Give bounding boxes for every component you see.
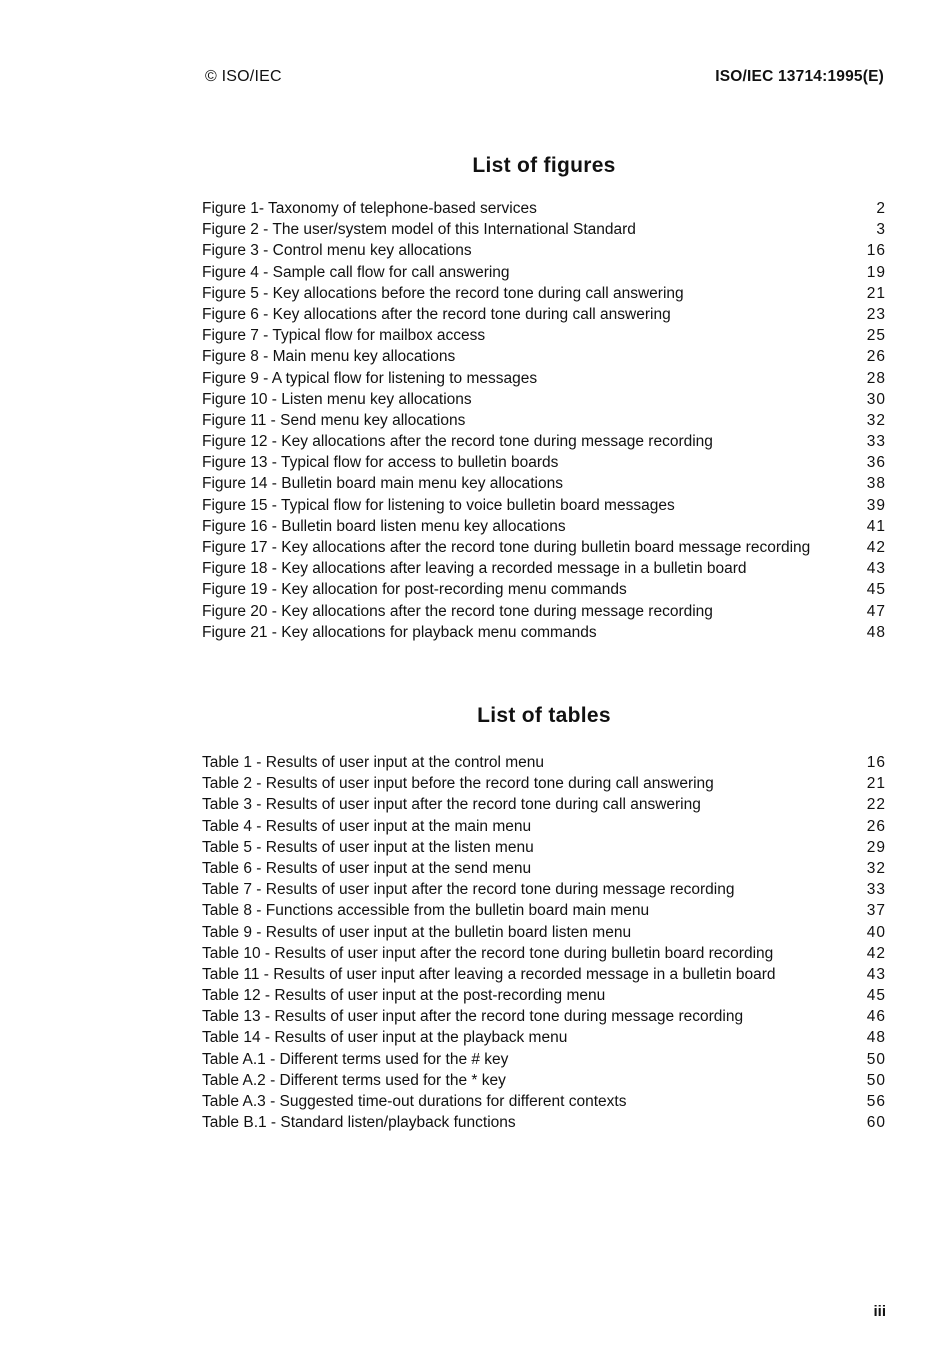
table-entry-page: 40	[866, 923, 886, 941]
figure-entry-page: 45	[866, 581, 886, 599]
tables-list	[202, 752, 886, 1133]
figures-section-title: List of figures	[472, 154, 616, 177]
figure-entry	[202, 240, 886, 261]
table-entry-title: Table 10 - Results of user input after the record tone during bulletin board recording	[202, 944, 774, 962]
figure-entry-title: Figure 21 - Key allocations for playback menu commands	[202, 623, 597, 641]
table-entry-page: 50	[866, 1071, 886, 1089]
table-entry-page: 50	[866, 1050, 886, 1068]
table-entry	[202, 858, 886, 879]
page-number: iii	[873, 1303, 886, 1320]
table-entry-title: Table 13 - Results of user input after the record tone during message recording	[202, 1008, 744, 1026]
table-entry-page: 56	[866, 1093, 886, 1110]
figure-entry-page: 42	[866, 539, 886, 556]
table-entry	[202, 752, 886, 773]
figure-entry-title: Figure 13 - Typical flow for access to bulletin boards	[202, 454, 559, 472]
figure-entry	[202, 537, 886, 558]
table-entry-title: Table 5 - Results of user input at the listen menu	[202, 838, 534, 856]
table-entry-page: 60	[866, 1114, 886, 1132]
table-entry-title: Table 1 - Results of user input at the control menu	[202, 754, 545, 771]
table-entry-page: 22	[866, 796, 886, 814]
table-entry-page: 32	[866, 859, 886, 877]
table-entry-page: 16	[866, 754, 886, 771]
table-entry-title: Table 11 - Results of user input after leaving a recorded message in a bulletin board	[202, 965, 776, 983]
figure-entry-title: Figure 18 - Key allocations after leaving a recorded message in a bulletin board	[202, 560, 747, 578]
figure-entry-page: 32	[866, 411, 886, 429]
figure-entry	[202, 495, 886, 516]
table-entry-page: 48	[866, 1029, 886, 1047]
table-entry-title: Table A.2 - Different terms used for the * key	[202, 1071, 506, 1089]
table-entry	[202, 879, 886, 900]
figure-entry-title: Figure 8 - Main menu key allocations	[202, 348, 456, 366]
table-entry	[202, 1112, 886, 1133]
figure-entry-title: Figure 14 - Bulletin board main menu key allocations	[202, 475, 563, 493]
header-copyright: © ISO/IEC	[205, 68, 282, 85]
figure-entry	[202, 410, 886, 431]
figure-entry-title: Figure 9 - A typical flow for listening to messages	[202, 369, 538, 387]
figure-entry-title: Figure 12 - Key allocations after the record tone during message recording	[202, 433, 713, 451]
figure-entry	[202, 601, 886, 622]
figure-entry-page: 47	[866, 602, 886, 620]
figure-entry	[202, 304, 886, 325]
figure-entry-page: 41	[866, 517, 886, 535]
table-entry-page: 26	[866, 817, 886, 835]
figure-entry	[202, 516, 886, 537]
table-entry-title: Table 12 - Results of user input at the post-recording menu	[202, 987, 606, 1005]
figures-list	[202, 198, 886, 643]
figure-entry	[202, 473, 886, 494]
figure-entry-title: Figure 6 - Key allocations after the record tone during call answering	[202, 305, 671, 323]
figure-entry-page: 36	[866, 454, 886, 472]
figure-entry	[202, 452, 886, 473]
table-entry-page: 46	[866, 1008, 886, 1026]
figure-entry	[202, 325, 886, 346]
figure-entry	[202, 346, 886, 367]
figure-entry-page: 23	[866, 305, 886, 323]
figure-entry-page: 28	[866, 369, 886, 387]
table-entry-page: 29	[866, 838, 886, 856]
table-entry-page: 42	[866, 944, 886, 962]
figure-entry-title: Figure 16 - Bulletin board listen menu key allocations	[202, 517, 566, 535]
figure-entry-title: Figure 5 - Key allocations before the record tone during call answering	[202, 284, 684, 302]
figure-entry-page: 2	[876, 200, 886, 217]
figure-entry-page: 39	[866, 496, 886, 514]
table-entry	[202, 985, 886, 1006]
figure-entry	[202, 219, 886, 240]
figure-entry-title: Figure 10 - Listen menu key allocations	[202, 390, 472, 408]
table-entry	[202, 794, 886, 815]
figure-entry-title: Figure 2 - The user/system model of this International Standard	[202, 221, 636, 239]
figure-entry	[202, 579, 886, 600]
figure-entry-page: 26	[866, 348, 886, 366]
figure-entry-page: 3	[876, 221, 886, 239]
table-entry-page: 43	[866, 965, 886, 983]
table-entry-title: Table 7 - Results of user input after the record tone during message recording	[202, 881, 735, 899]
table-entry	[202, 773, 886, 794]
figure-entry-title: Figure 1- Taxonomy of telephone-based services	[202, 200, 537, 217]
table-entry-title: Table 4 - Results of user input at the main menu	[202, 817, 532, 835]
figure-entry-page: 30	[866, 390, 886, 408]
figure-entry-title: Figure 4 - Sample call flow for call answering	[202, 263, 510, 281]
figure-entry	[202, 622, 886, 643]
figure-entry-title: Figure 15 - Typical flow for listening to voice bulletin board messages	[202, 496, 675, 514]
figure-entry	[202, 431, 886, 452]
figure-entry-page: 16	[866, 242, 886, 260]
figure-entry	[202, 198, 886, 219]
figure-entry-page: 38	[866, 475, 886, 493]
table-entry-title: Table A.3 - Suggested time-out durations for different contexts	[202, 1093, 627, 1110]
table-entry-title: Table 14 - Results of user input at the playback menu	[202, 1029, 568, 1047]
table-entry	[202, 900, 886, 921]
table-entry	[202, 922, 886, 943]
figure-entry-title: Figure 7 - Typical flow for mailbox access	[202, 327, 486, 345]
table-entry	[202, 1006, 886, 1027]
figure-entry-title: Figure 20 - Key allocations after the record tone during message recording	[202, 602, 713, 620]
figure-entry	[202, 558, 886, 579]
table-entry-page: 33	[866, 881, 886, 899]
figure-entry-title: Figure 3 - Control menu key allocations	[202, 242, 472, 260]
table-entry-title: Table 9 - Results of user input at the bulletin board listen menu	[202, 923, 632, 941]
figure-entry-title: Figure 17 - Key allocations after the record tone during bulletin board message recording	[202, 539, 811, 556]
table-entry	[202, 837, 886, 858]
figure-entry-title: Figure 11 - Send menu key allocations	[202, 411, 466, 429]
table-entry-page: 45	[866, 987, 886, 1005]
tables-section-title: List of tables	[477, 704, 611, 727]
table-entry-title: Table A.1 - Different terms used for the # key	[202, 1050, 509, 1068]
figure-entry-page: 48	[866, 623, 886, 641]
figure-entry-page: 19	[866, 263, 886, 281]
table-entry-title: Table 3 - Results of user input after the record tone during call answering	[202, 796, 701, 814]
table-entry-page: 37	[866, 902, 886, 920]
table-entry-title: Table B.1 - Standard listen/playback functions	[202, 1114, 516, 1132]
table-entry	[202, 1027, 886, 1048]
table-entry	[202, 1049, 886, 1070]
table-entry	[202, 816, 886, 837]
figure-entry-page: 43	[866, 560, 886, 578]
figure-entry-page: 25	[866, 327, 886, 345]
table-entry	[202, 1091, 886, 1112]
figure-entry	[202, 389, 886, 410]
figure-entry-title: Figure 19 - Key allocation for post-recording menu commands	[202, 581, 627, 599]
table-entry-title: Table 8 - Functions accessible from the bulletin board main menu	[202, 902, 650, 920]
table-entry-page: 21	[866, 775, 886, 793]
table-entry	[202, 943, 886, 964]
figure-entry-page: 33	[866, 433, 886, 451]
figure-entry	[202, 283, 886, 304]
table-entry-title: Table 2 - Results of user input before the record tone during call answering	[202, 775, 714, 793]
figure-entry-page: 21	[866, 284, 886, 302]
figure-entry	[202, 262, 886, 283]
table-entry	[202, 964, 886, 985]
table-entry	[202, 1070, 886, 1091]
table-entry-title: Table 6 - Results of user input at the send menu	[202, 859, 532, 877]
figure-entry	[202, 368, 886, 389]
header-document-id: ISO/IEC 13714:1995(E)	[715, 68, 884, 85]
